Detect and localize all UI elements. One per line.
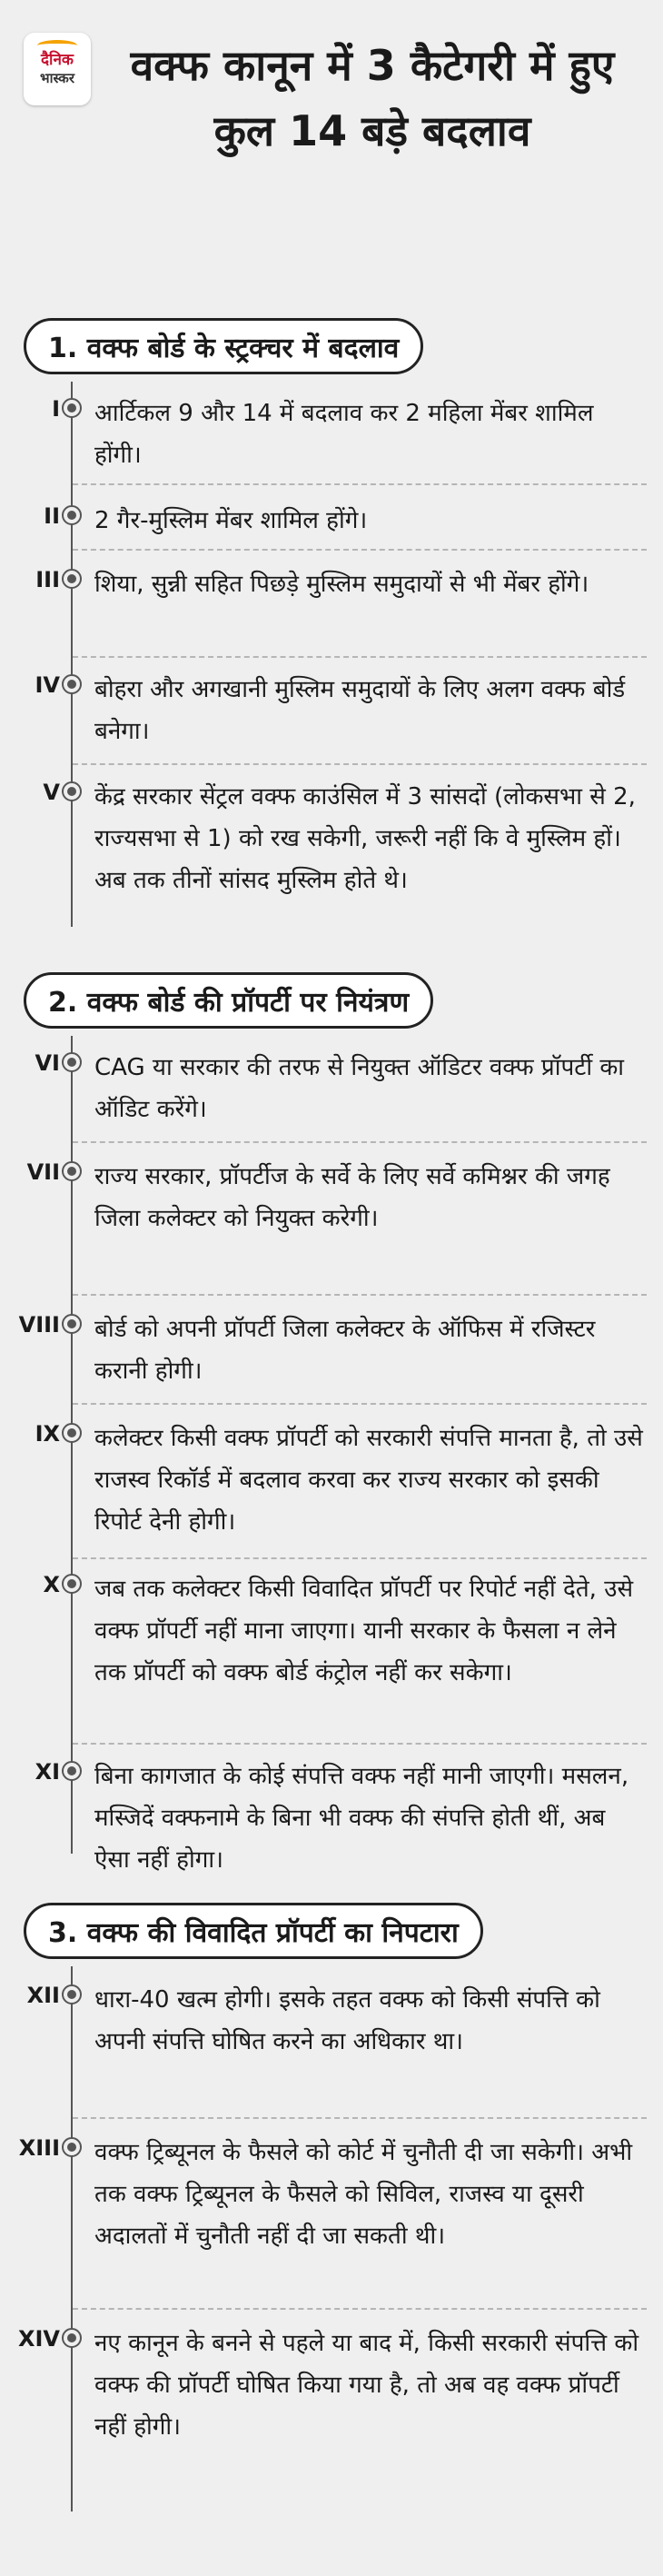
item-number: X	[43, 1572, 60, 1597]
bullet-dot-icon	[62, 505, 82, 525]
divider	[73, 483, 647, 485]
item-text: बोर्ड को अपनी प्रॉपर्टी जिला कलेक्टर के ऑफिस में रजिस्टर करानी होगी।	[94, 1316, 596, 1385]
item-text: जब तक कलेक्टर किसी विवादित प्रॉपर्टी पर रिपोर्ट नहीं देते, उसे वक्फ प्रॉपर्टी नहीं माना जाएगा। यानी सरकार के फैसला न लेने तक प्रॉपर्टी को वक्फ बोर्ड कंट्रोल नहीं कर सकेगा।	[94, 1576, 634, 1686]
item-text: केंद्र सरकार सेंट्रल वक्फ काउंसिल में 3 सांसदों (लोकसभा से 2, राज्यसभा से 1) को रख सकेगी, जरूरी नहीं कि वे मुस्लिम हों। अब तक तीनों सांसद मुस्लिम होते थे।	[94, 783, 636, 894]
bullet-dot-icon	[62, 1052, 82, 1072]
divider	[73, 763, 647, 765]
divider	[73, 549, 647, 551]
divider	[73, 1557, 647, 1559]
bullet-dot-icon	[62, 398, 82, 418]
item-number: II	[44, 503, 60, 529]
bullet-dot-icon	[62, 1574, 82, 1594]
divider	[73, 1294, 647, 1296]
item-text: 2 गैर-मुस्लिम मेंबर शामिल होंगे।	[94, 507, 368, 534]
item-text: बोहरा और अगखानी मुस्लिम समुदायों के लिए अलग वक्फ बोर्ड बनेगा।	[94, 676, 626, 745]
item-number: XIV	[17, 2326, 60, 2352]
divider	[73, 1141, 647, 1143]
item-text: शिया, सुन्नी सहित पिछड़े मुस्लिम समुदायों से भी मेंबर होंगे।	[94, 571, 589, 598]
item-number: VIII	[18, 1312, 60, 1338]
divider	[73, 656, 647, 658]
logo-line2: भास्कर	[40, 70, 74, 86]
item-text: धारा-40 खत्म होगी। इसके तहत वक्फ को किसी संपत्ति को अपनी संपत्ति घोषित करने का अधिकार था।	[94, 1986, 600, 2055]
dainik-bhaskar-logo	[24, 33, 91, 105]
item-text: नए कानून के बनने से पहले या बाद में, किसी सरकारी संपत्ति को वक्फ की प्रॉपर्टी घोषित किया गया है, तो अब वह वक्फ प्रॉपर्टी नहीं होगी।	[94, 2330, 639, 2441]
divider	[73, 1743, 647, 1745]
divider	[73, 2117, 647, 2119]
bullet-dot-icon	[62, 781, 82, 801]
timeline-line	[71, 382, 73, 927]
item-number: V	[43, 780, 60, 805]
item-number: XI	[35, 1759, 60, 1785]
divider	[73, 1403, 647, 1405]
item-number: IV	[35, 672, 60, 698]
bullet-dot-icon	[62, 1423, 82, 1443]
bullet-dot-icon	[62, 569, 82, 589]
bullet-dot-icon	[62, 1984, 82, 2004]
section-heading-dispute-resolution: 3. वक्फ की विवादित प्रॉपर्टी का निपटारा	[24, 1903, 483, 1959]
section-heading-structure: 1. वक्फ बोर्ड के स्ट्रक्चर में बदलाव	[24, 318, 423, 374]
item-text: कलेक्टर किसी वक्फ प्रॉपर्टी को सरकारी संपत्ति मानता है, तो उसे राजस्व रिकॉर्ड में बदलाव करवा कर राज्य सरकार को इसकी रिपोर्ट देनी होगी।	[94, 1425, 643, 1536]
bullet-dot-icon	[62, 1161, 82, 1181]
timeline-line	[71, 1966, 73, 2511]
item-text: वक्फ ट्रिब्यूनल के फैसले को कोर्ट में चुनौती दी जा सकेगी। अभी तक वक्फ ट्रिब्यूनल के फैसले को सिविल, राजस्व या दूसरी अदालतों में चुनौती नहीं दी जा सकती थी।	[94, 2139, 633, 2250]
timeline-line	[71, 1036, 73, 1854]
item-number: IX	[35, 1421, 60, 1447]
item-number: XIII	[18, 2135, 60, 2161]
divider	[73, 2308, 647, 2310]
item-number: III	[35, 567, 60, 592]
item-number: VI	[35, 1050, 60, 1076]
item-number: I	[52, 396, 60, 422]
item-number: VII	[26, 1159, 60, 1185]
bullet-dot-icon	[62, 1314, 82, 1334]
item-text: CAG या सरकार की तरफ से नियुक्त ऑडिटर वक्फ प्रॉपर्टी का ऑडिट करेंगे।	[94, 1054, 625, 1123]
item-text: बिना कागजात के कोई संपत्ति वक्फ नहीं मानी जाएगी। मसलन, मस्जिदें वक्फनामे के बिना भी वक्फ की संपत्ति होती थीं, अब ऐसा नहीं होगा।	[94, 1763, 629, 1874]
page-title: वक्फ कानून में 3 कैटेगरी में हुए कुल 14 बड़े बदलाव	[130, 41, 615, 155]
item-number: XII	[26, 1983, 60, 2008]
section-heading-property-control: 2. वक्फ बोर्ड की प्रॉपर्टी पर नियंत्रण	[24, 972, 433, 1029]
sun-arc-icon	[37, 40, 77, 51]
bullet-dot-icon	[62, 2328, 82, 2348]
bullet-dot-icon	[62, 674, 82, 694]
item-text: राज्य सरकार, प्रॉपर्टीज के सर्वे के लिए सर्वे कमिश्नर की जगह जिला कलेक्टर को नियुक्त करेगी।	[94, 1163, 610, 1232]
logo-line1: दैनिक	[41, 51, 74, 69]
item-text: आर्टिकल 9 और 14 में बदलाव कर 2 महिला मेंबर शामिल होंगी।	[94, 400, 594, 469]
bullet-dot-icon	[62, 2137, 82, 2157]
bullet-dot-icon	[62, 1761, 82, 1781]
